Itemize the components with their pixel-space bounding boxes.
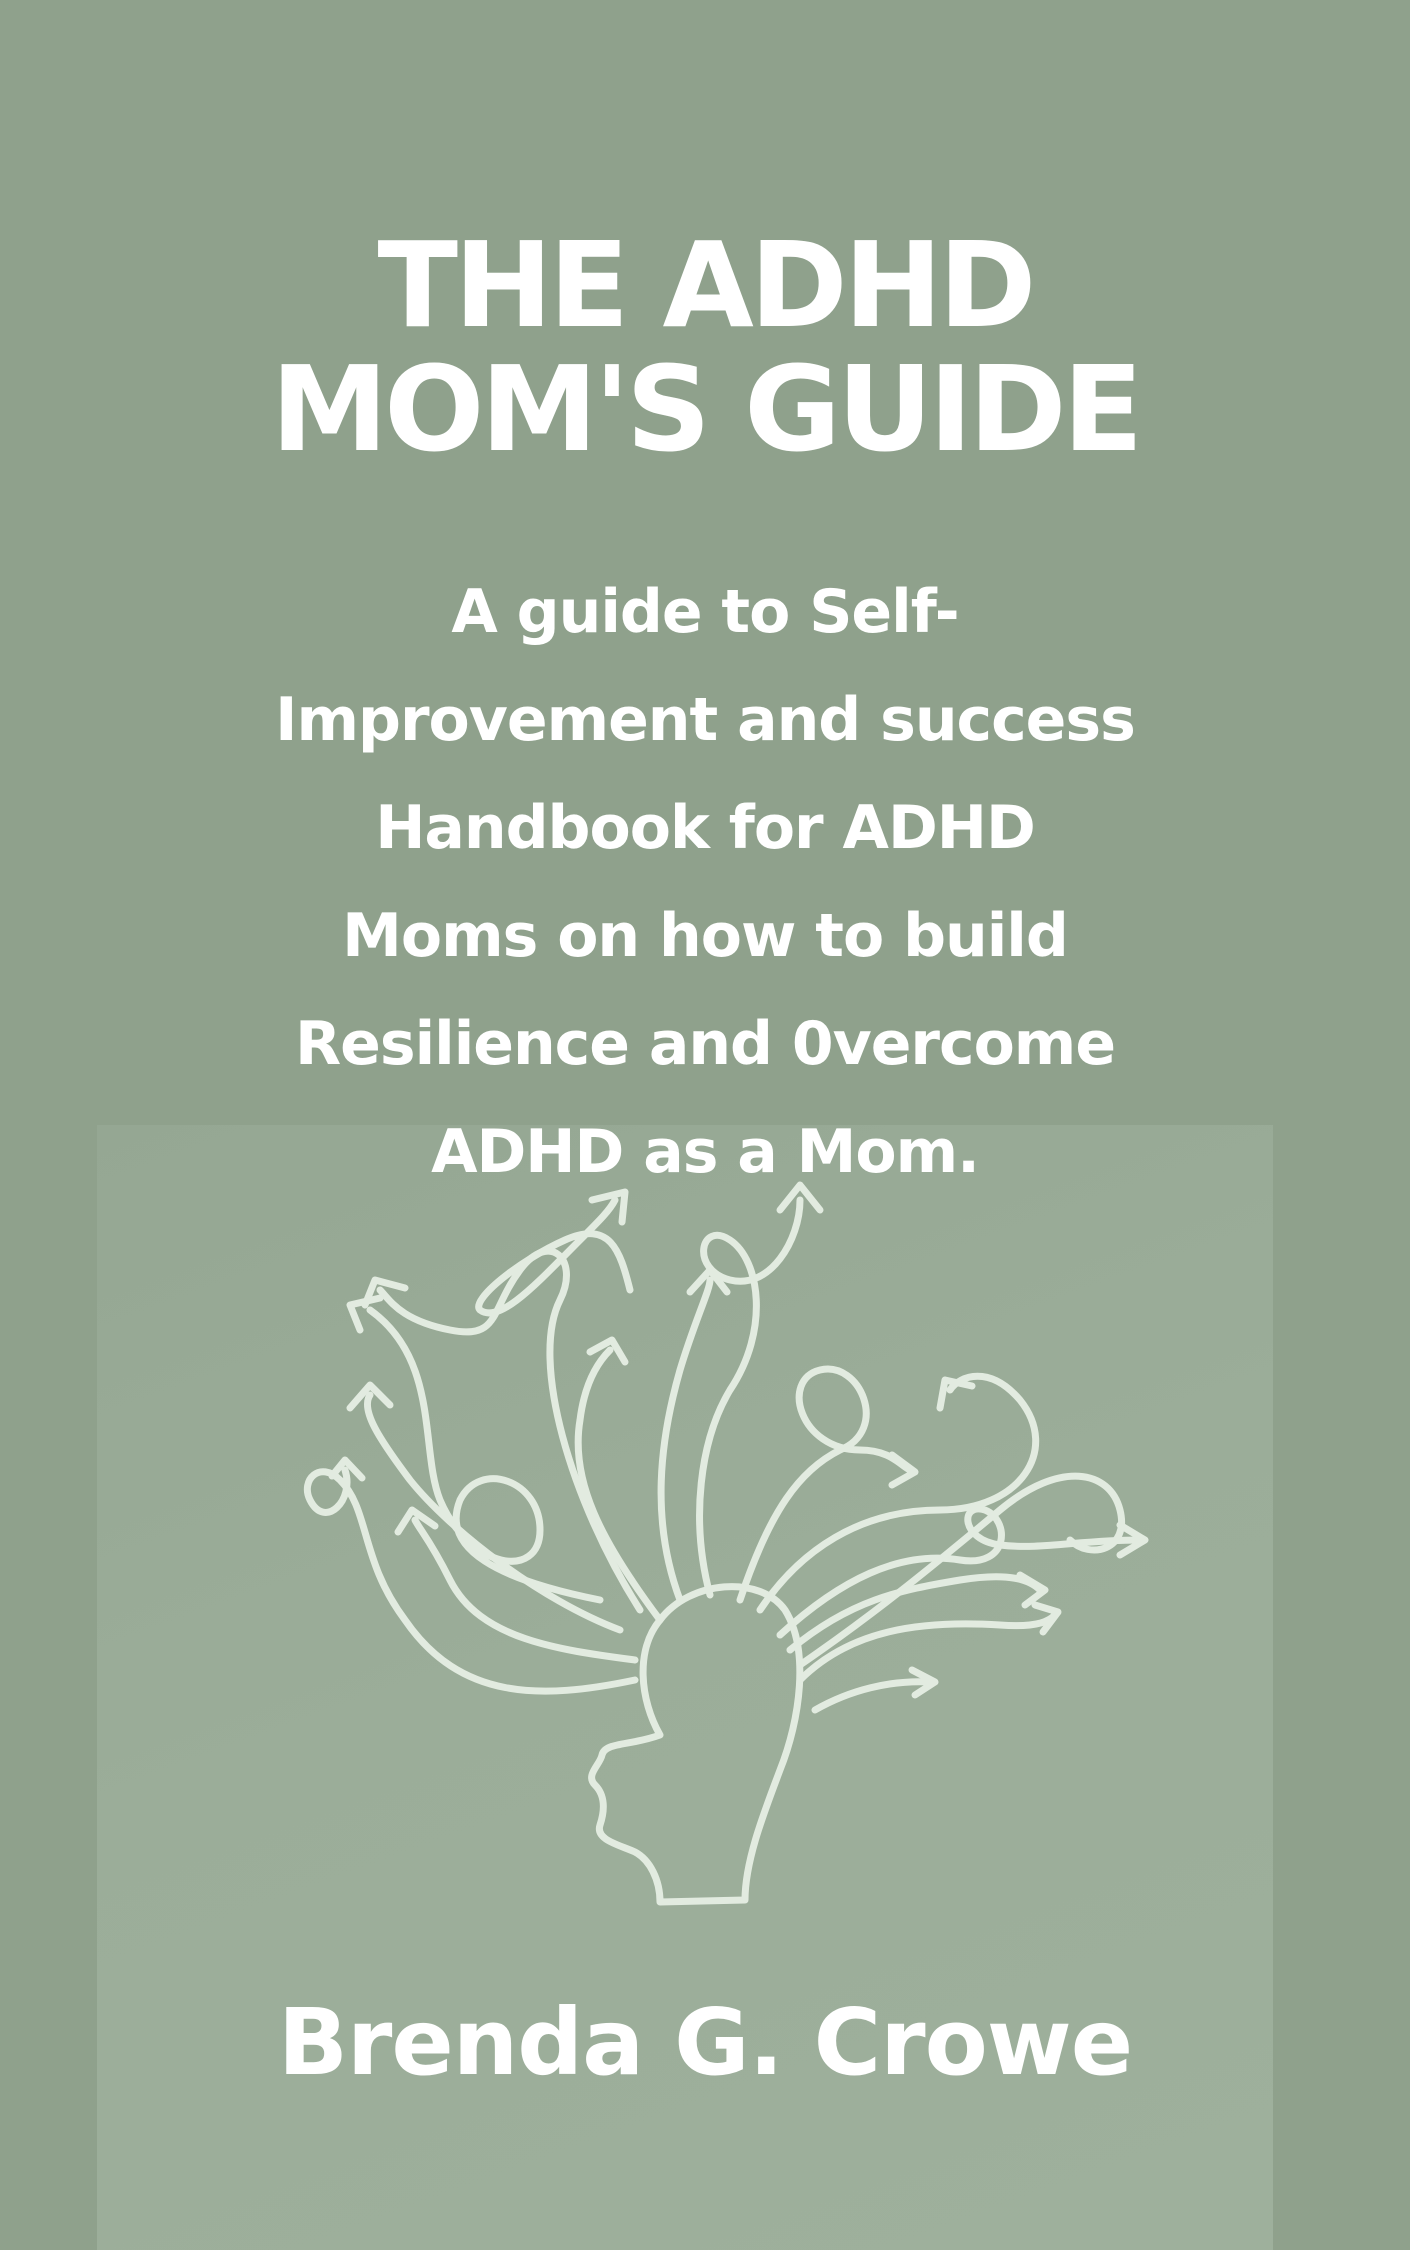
arrow-top-center	[700, 1200, 800, 1595]
arrowhead	[940, 1380, 972, 1408]
subtitle-line: Resilience and 0vercome	[294, 1009, 1116, 1079]
subtitle	[0, 558, 1410, 1206]
subtitle-line: ADHD as a Mom.	[431, 1117, 979, 1187]
subtitle-line: A guide to Self-	[451, 577, 959, 647]
arrow-right-far	[800, 1476, 1122, 1665]
title-line-2: MOM'S GUIDE	[270, 340, 1140, 478]
subtitle-line: Improvement and success	[275, 685, 1135, 755]
arrow-right-bottom	[800, 1615, 1055, 1680]
subtitle-line: Moms on how to build	[342, 901, 1068, 971]
arrowhead	[1020, 1575, 1045, 1605]
author-name: Brenda G. Crowe	[277, 1989, 1133, 2096]
arrow-right-lower	[790, 1577, 1040, 1650]
subtitle-line: Handbook for ADHD	[375, 793, 1035, 863]
title-line-1: THE ADHD	[377, 216, 1033, 354]
head-outline	[592, 1587, 800, 1902]
head-with-arrows-icon	[240, 1180, 1200, 1940]
